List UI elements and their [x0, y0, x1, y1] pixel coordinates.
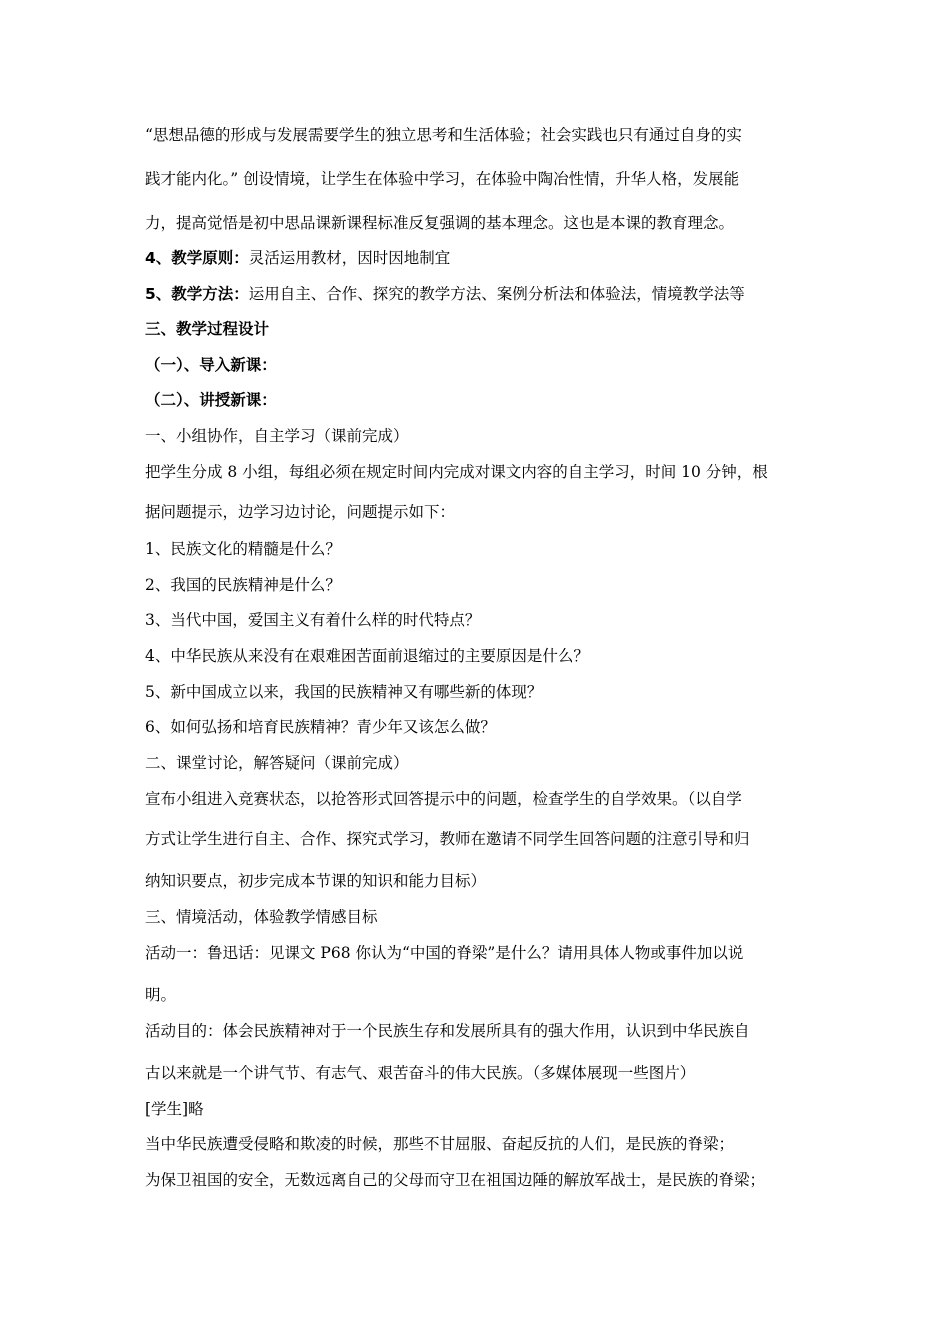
text-line: 把学生分成 8 小组，每组必须在规定时间内完成对课文内容的自主学习，时间 10 分钟，根	[145, 463, 768, 481]
question-item: 4、中华民族从来没有在艰难困苦面前退缩过的主要原因是什么？	[145, 647, 589, 665]
subsection-heading: （一）、导入新课：	[145, 356, 277, 374]
teaching-principle	[145, 248, 450, 268]
text-line: “思想品德的形成与发展需要学生的独立思考和生活体验；社会实践也只有通过自身的实	[145, 126, 742, 144]
text-line: 力，提高觉悟是初中思品课新课程标准反复强调的基本理念。这也是本课的教育理念。	[145, 214, 735, 232]
part-heading: 三、情境活动，体验教学情感目标	[145, 908, 378, 926]
text-line: [学生]略	[145, 1100, 204, 1118]
text-line: 践才能内化。” 创设情境，让学生在体验中学习，在体验中陶冶性情，升华人格，发展能	[145, 170, 740, 188]
text-line: 当中华民族遭受侵略和欺凌的时候，那些不甘屈服、奋起反抗的人们，是民族的脊梁；	[145, 1135, 735, 1153]
text-line: 活动目的：体会民族精神对于一个民族生存和发展所具有的强大作用，认识到中华民族自	[145, 1022, 750, 1040]
text-line: 宣布小组进入竞赛状态，以抢答形式回答提示中的问题，检查学生的自学效果。（以自学	[145, 790, 742, 808]
text-line: 据问题提示，边学习边讨论，问题提示如下：	[145, 503, 456, 521]
question-item: 3、当代中国，爱国主义有着什么样的时代特点？	[145, 611, 481, 629]
question-item: 1、民族文化的精髓是什么？	[145, 540, 341, 558]
subsection-heading: （二）、讲授新课：	[145, 391, 277, 409]
question-item: 6、如何弘扬和培育民族精神？青少年又该怎么做？	[145, 718, 496, 736]
text-line: 古以来就是一个讲气节、有志气、艰苦奋斗的伟大民族。（多媒体展现一些图片）	[145, 1064, 696, 1082]
text-line: 为保卫祖国的安全，无数远离自己的父母而守卫在祖国边陲的解放军战士，是民族的脊梁；	[145, 1171, 766, 1189]
method-text: 运用自主、合作、探究的教学方法、案例分析法和体验法，情境教学法等	[248, 285, 745, 303]
text-line: 活动一：鲁迅话：见课文 P68 你认为“中国的脊梁”是什么？请用具体人物或事件加以说	[145, 944, 744, 962]
part-heading: 一、小组协作，自主学习（课前完成）	[145, 427, 409, 445]
teaching-method	[145, 284, 745, 304]
question-item: 5、新中国成立以来，我国的民族精神又有哪些新的体现？	[145, 683, 543, 701]
principle-text: 灵活运用教材，因时因地制宜	[248, 249, 451, 267]
text-line: 纳知识要点，初步完成本节课的知识和能力目标）	[145, 872, 487, 890]
method-label: 5、教学方法：	[145, 285, 249, 303]
principle-label: 4、教学原则：	[145, 249, 249, 267]
part-heading: 二、课堂讨论，解答疑问（课前完成）	[145, 754, 409, 772]
section-heading: 三、教学过程设计	[145, 320, 270, 338]
question-item: 2、我国的民族精神是什么？	[145, 576, 341, 594]
text-line: 明。	[145, 986, 177, 1004]
text-line: 方式让学生进行自主、合作、探究式学习，教师在邀请不同学生回答问题的注意引导和归	[145, 830, 750, 848]
